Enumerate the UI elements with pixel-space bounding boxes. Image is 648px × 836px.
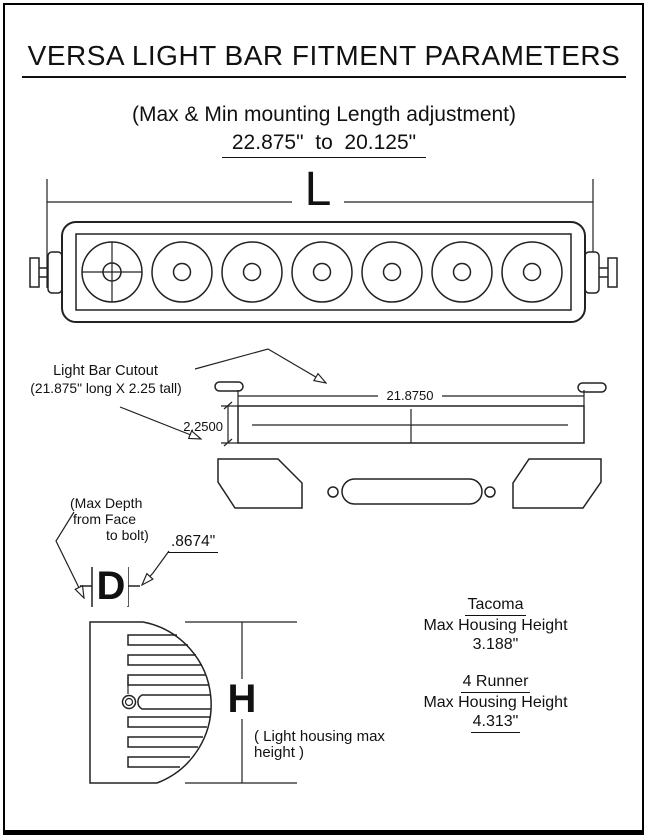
vehicle-spec-value: 3.188"	[472, 636, 519, 653]
page-subtitle: (Max & Min mounting Length adjustment)	[131, 103, 517, 126]
heatsink-fins	[128, 635, 211, 767]
depth-note-line1: (Max Depth	[70, 495, 143, 511]
page-title: VERSA LIGHT BAR FITMENT PARAMETERS	[22, 40, 627, 78]
light-bar-drawing	[30, 222, 617, 322]
cutout-label-line2: (21.875" long X 2.25 tall)	[30, 381, 182, 396]
right-hole	[485, 487, 495, 497]
mounting-range-wrap	[0, 131, 648, 158]
right-bolt-head	[608, 258, 617, 287]
height-dim-letter: H	[225, 679, 259, 719]
vehicle-spec-label: Max Housing Height	[423, 616, 568, 634]
leader-arrow	[142, 551, 169, 585]
left-bracket	[48, 252, 62, 293]
left-slot	[215, 382, 243, 391]
housing-caption-line1: ( Light housing max	[254, 728, 385, 745]
left-hole	[328, 487, 338, 497]
cutout-centerlines	[252, 409, 568, 443]
mounting-bolt	[123, 696, 136, 709]
mounting-range: 22.875" to 20.125"	[222, 131, 426, 158]
right-bumper-piece	[513, 459, 601, 508]
housing-side-view	[90, 622, 211, 783]
depth-value: .8674"	[168, 533, 218, 553]
bumper-shapes	[218, 459, 601, 508]
four-runner-spec	[398, 672, 593, 733]
cutout-height-dim-line	[221, 402, 238, 446]
depth-dim-letter: D	[94, 566, 128, 606]
housing-envelope-arc	[143, 622, 211, 783]
tacoma-spec	[398, 595, 593, 655]
depth-note-line3: to bolt)	[106, 527, 149, 543]
vehicle-spec-label: Max Housing Height	[423, 693, 568, 711]
center-slot	[342, 479, 482, 504]
left-bumper-piece	[218, 459, 302, 508]
housing-caption-line2: height )	[254, 744, 305, 761]
vehicle-name-wrap	[398, 595, 593, 616]
leader-arrow	[195, 349, 326, 383]
depth-note-line2: from Face	[73, 511, 137, 527]
length-dim-letter: L	[292, 166, 344, 214]
right-bracket	[585, 252, 599, 293]
page-title-wrap	[0, 40, 648, 78]
vehicle-spec-value: 4.313"	[471, 712, 521, 733]
vehicle-spec-value-wrap	[398, 712, 593, 733]
depth-value-wrap	[168, 533, 218, 553]
cutout-width-value: 21.8750	[378, 389, 442, 403]
cutout-height-value: 2.2500	[183, 419, 223, 434]
cutout-label-line1: Light Bar Cutout	[53, 363, 158, 379]
vehicle-name: 4 Runner	[461, 672, 531, 693]
vehicle-name-wrap	[398, 672, 593, 693]
vehicle-name: Tacoma	[465, 595, 525, 616]
right-slot	[578, 383, 606, 392]
left-bolt-head	[30, 258, 39, 287]
